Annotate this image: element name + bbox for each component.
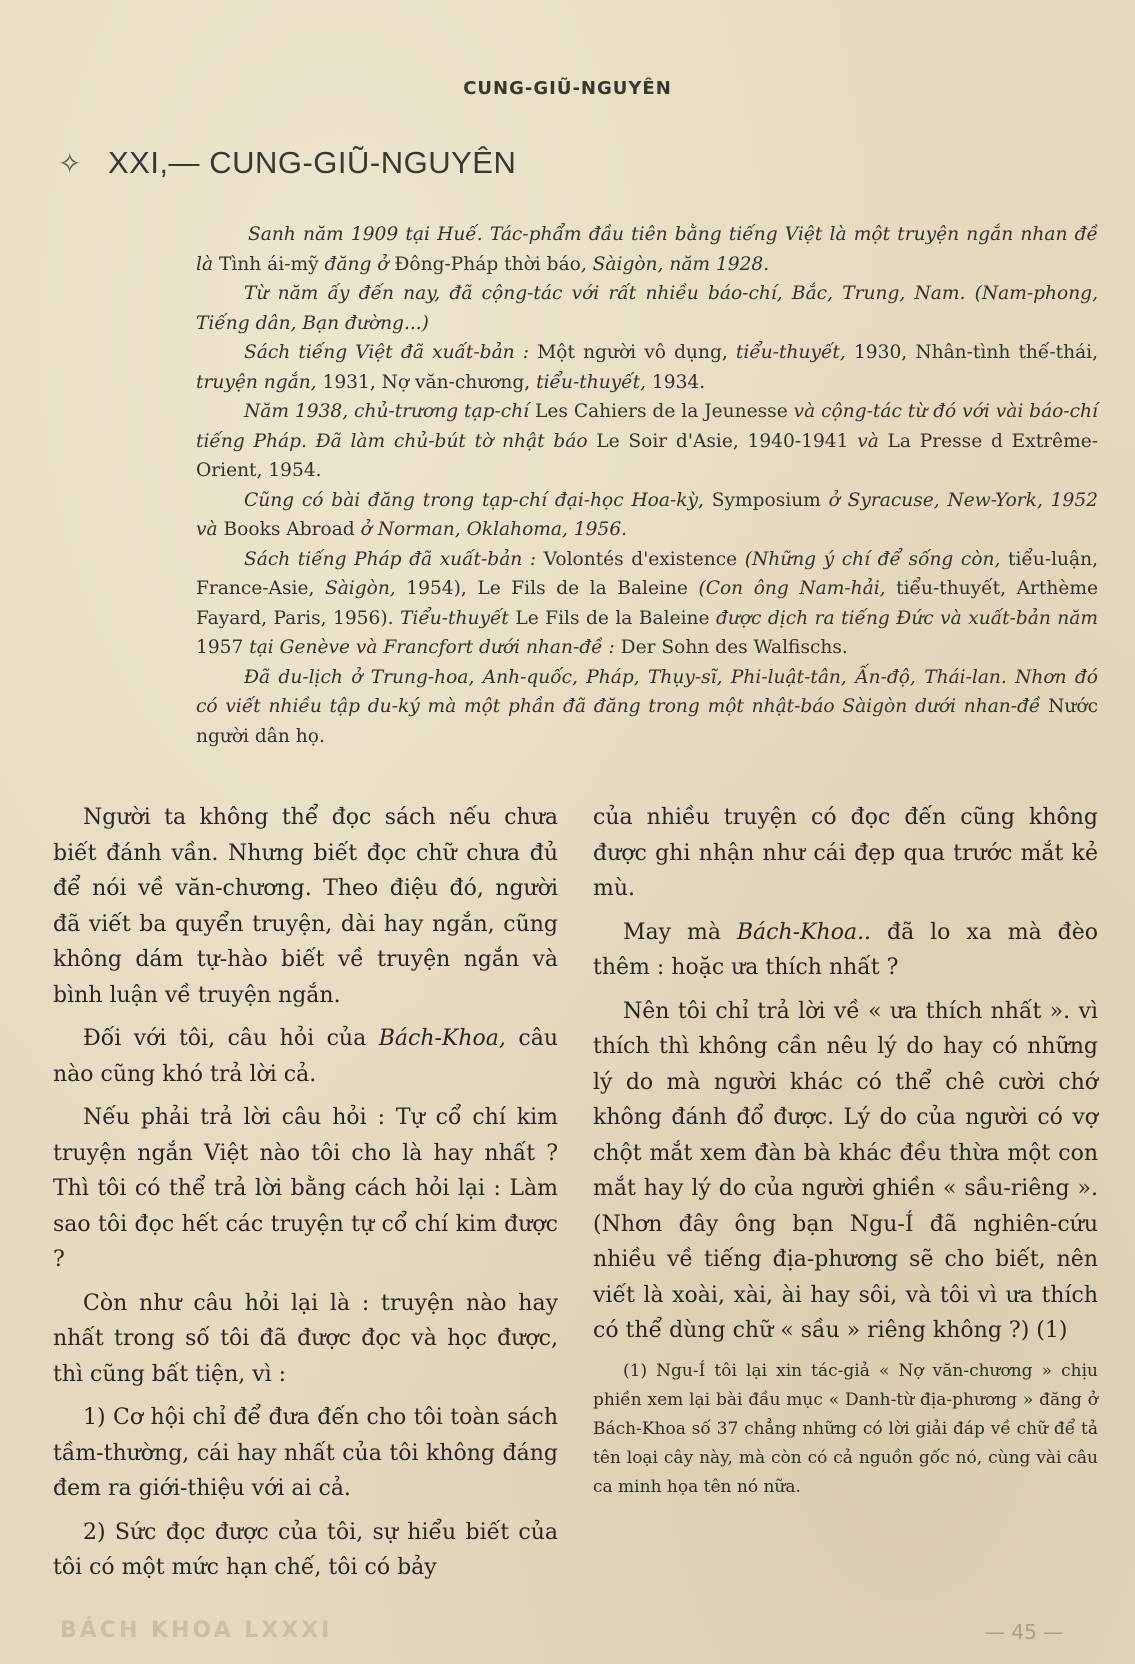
left-column [53, 800, 558, 1594]
body-paragraph: Còn như câu hỏi lại là : truyện nào hay nhất trong số tôi đã được đọc và học được, thì cũng bất tiện, vì : [53, 1290, 558, 1387]
chapter-title [58, 145, 516, 181]
bio-paragraph: Sanh năm 1909 tại Huế. Tác-phẩm đầu tiên bằng tiếng Việt là một truyện ngắn nhan đề là Tình ái-mỹ đăng ở Đông-Pháp thời báo, Sàigòn, năm 1928. [196, 224, 1098, 275]
body-paragraph: của nhiều truyện có đọc đến cũng không được ghi nhận như cái đẹp qua trước mắt kẻ mù. [593, 805, 1098, 901]
footnote: (1) Ngu-Í tôi lại xin tác-giả « Nợ văn-chương » chịu phiền xem lại bài đầu mục « Danh-từ địa-phương » đăng ở Bách-Khoa số 37 chẳng những có lời giải đáp về chữ để tả tên loại cây này, mà còn có cả nguồn gốc nó, cùng vài câu ca minh họa tên nó nữa. [593, 1360, 1098, 1497]
bio-paragraph: Năm 1938, chủ-trương tạp-chí Les Cahiers de la Jeunesse và cộng-tác từ đó với vài báo-chí tiếng Pháp. Đã làm chủ-bút tờ nhật báo Le Soir d'Asie, 1940-1941 và La Presse d Extrême-Orient, 1954. [196, 401, 1098, 481]
body-paragraph: May mà Bách-Khoa.. đã lo xa mà đèo thêm : hoặc ưa thích nhất ? [593, 919, 1098, 980]
chapter-number: XXI,— [107, 145, 201, 180]
chapter-name: CUNG-GIŨ-NGUYÊN [209, 145, 517, 180]
body-paragraph: Người ta không thể đọc sách nếu chưa biết đánh vần. Nhưng biết đọc chữ chưa đủ để nói về văn-chương. Theo điệu đó, người đã viết ba quyển truyện, dài hay ngắn, cũng không dám tự-hào biết về truyện ngắn và bình luận về truyện ngắn. [53, 805, 558, 1008]
body-paragraph: Đối với tôi, câu hỏi của Bách-Khoa, câu nào cũng khó trả lời cả. [53, 1026, 558, 1087]
bio-paragraph: Sách tiếng Việt đã xuất-bản : Một người vô dụng, tiểu-thuyết, 1930, Nhân-tình thế-thái, truyện ngắn, 1931, Nợ văn-chương, tiểu-thuyết, 1934. [196, 342, 1099, 393]
page-number: — 45 — [985, 1620, 1064, 1644]
magazine-footer: BÁCH KHOA LXXXI [60, 1618, 333, 1643]
body-paragraph: 1) Cơ hội chỉ để đưa đến cho tôi toàn sách tầm-thường, cái hay nhất của tôi không đáng đem ra giới-thiệu với ai cả. [53, 1405, 558, 1501]
author-bio [196, 220, 1098, 751]
bio-paragraph: Sách tiếng Pháp đã xuất-bản : Volontés d'existence (Những ý chí để sống còn, tiểu-luận, France-Asie, Sàigòn, 1954), Le Fils de la Baleine (Con ông Nam-hải, tiểu-thuyết, Arthème Fayard, Paris, 1956). Tiểu-thuyết Le Fils de la Baleine được dịch ra tiếng Đức và xuất-bản năm 1957 tại Genève và Francfort dưới nhan-đề : Der Sohn des Walfischs. [196, 548, 1098, 658]
bio-paragraph: Từ năm ấy đến nay, đã cộng-tác với rất nhiều báo-chí, Bắc, Trung, Nam. (Nam-phong, Tiếng dân, Bạn đường...) [196, 283, 1098, 334]
running-head: CUNG-GIŨ-NGUYÊN [463, 78, 672, 99]
star-ornament-icon: ✧ [58, 148, 82, 179]
body-paragraph: Nếu phải trả lời câu hỏi : Tự cổ chí kim truyện ngắn Việt nào tôi cho là hay nhất ? Thì tôi có thể trả lời bằng cách hỏi lại : Làm sao tôi đọc hết các truyện tự cổ chí kim được ? [53, 1105, 558, 1272]
body-paragraph: Nên tôi chỉ trả lời về « ưa thích nhất ». vì thích thì không cần nêu lý do hay có những lý do mà người khác có thể chê cười chớ không đánh đổ được. Lý do của người có vợ chột mắt xem đàn bà khác đều thừa một con mắt hay lý do của người ghiền « sầu-riêng ». (Nhơn đây ông bạn Ngu-Í đã nghiên-cứu nhiều về tiếng địa-phương sẽ cho biết, nên viết là xoài, xài, ài hay sôi, và tôi vì ưa thích có thể dùng chữ « sầu » riêng không ?) (1) [593, 998, 1098, 1343]
body-paragraph: 2) Sức đọc được của tôi, sự hiểu biết của tôi có một mức hạn chế, tôi có bảy [53, 1519, 558, 1580]
right-column [593, 800, 1098, 1502]
bio-paragraph: Đã du-lịch ở Trung-hoa, Anh-quốc, Pháp, Thụy-sĩ, Phi-luật-tân, Ấn-độ, Thái-lan. Nhơn đó có viết nhiều tập du-ký mà một phần đã đăng trong một nhật-báo Sàigòn dưới nhan-đề Nước người dân họ. [196, 666, 1098, 747]
bio-paragraph: Cũng có bài đăng trong tạp-chí đại-học Hoa-kỳ, Symposium ở Syracuse, New-York, 1952 và Books Abroad ở Norman, Oklahoma, 1956. [196, 489, 1098, 540]
